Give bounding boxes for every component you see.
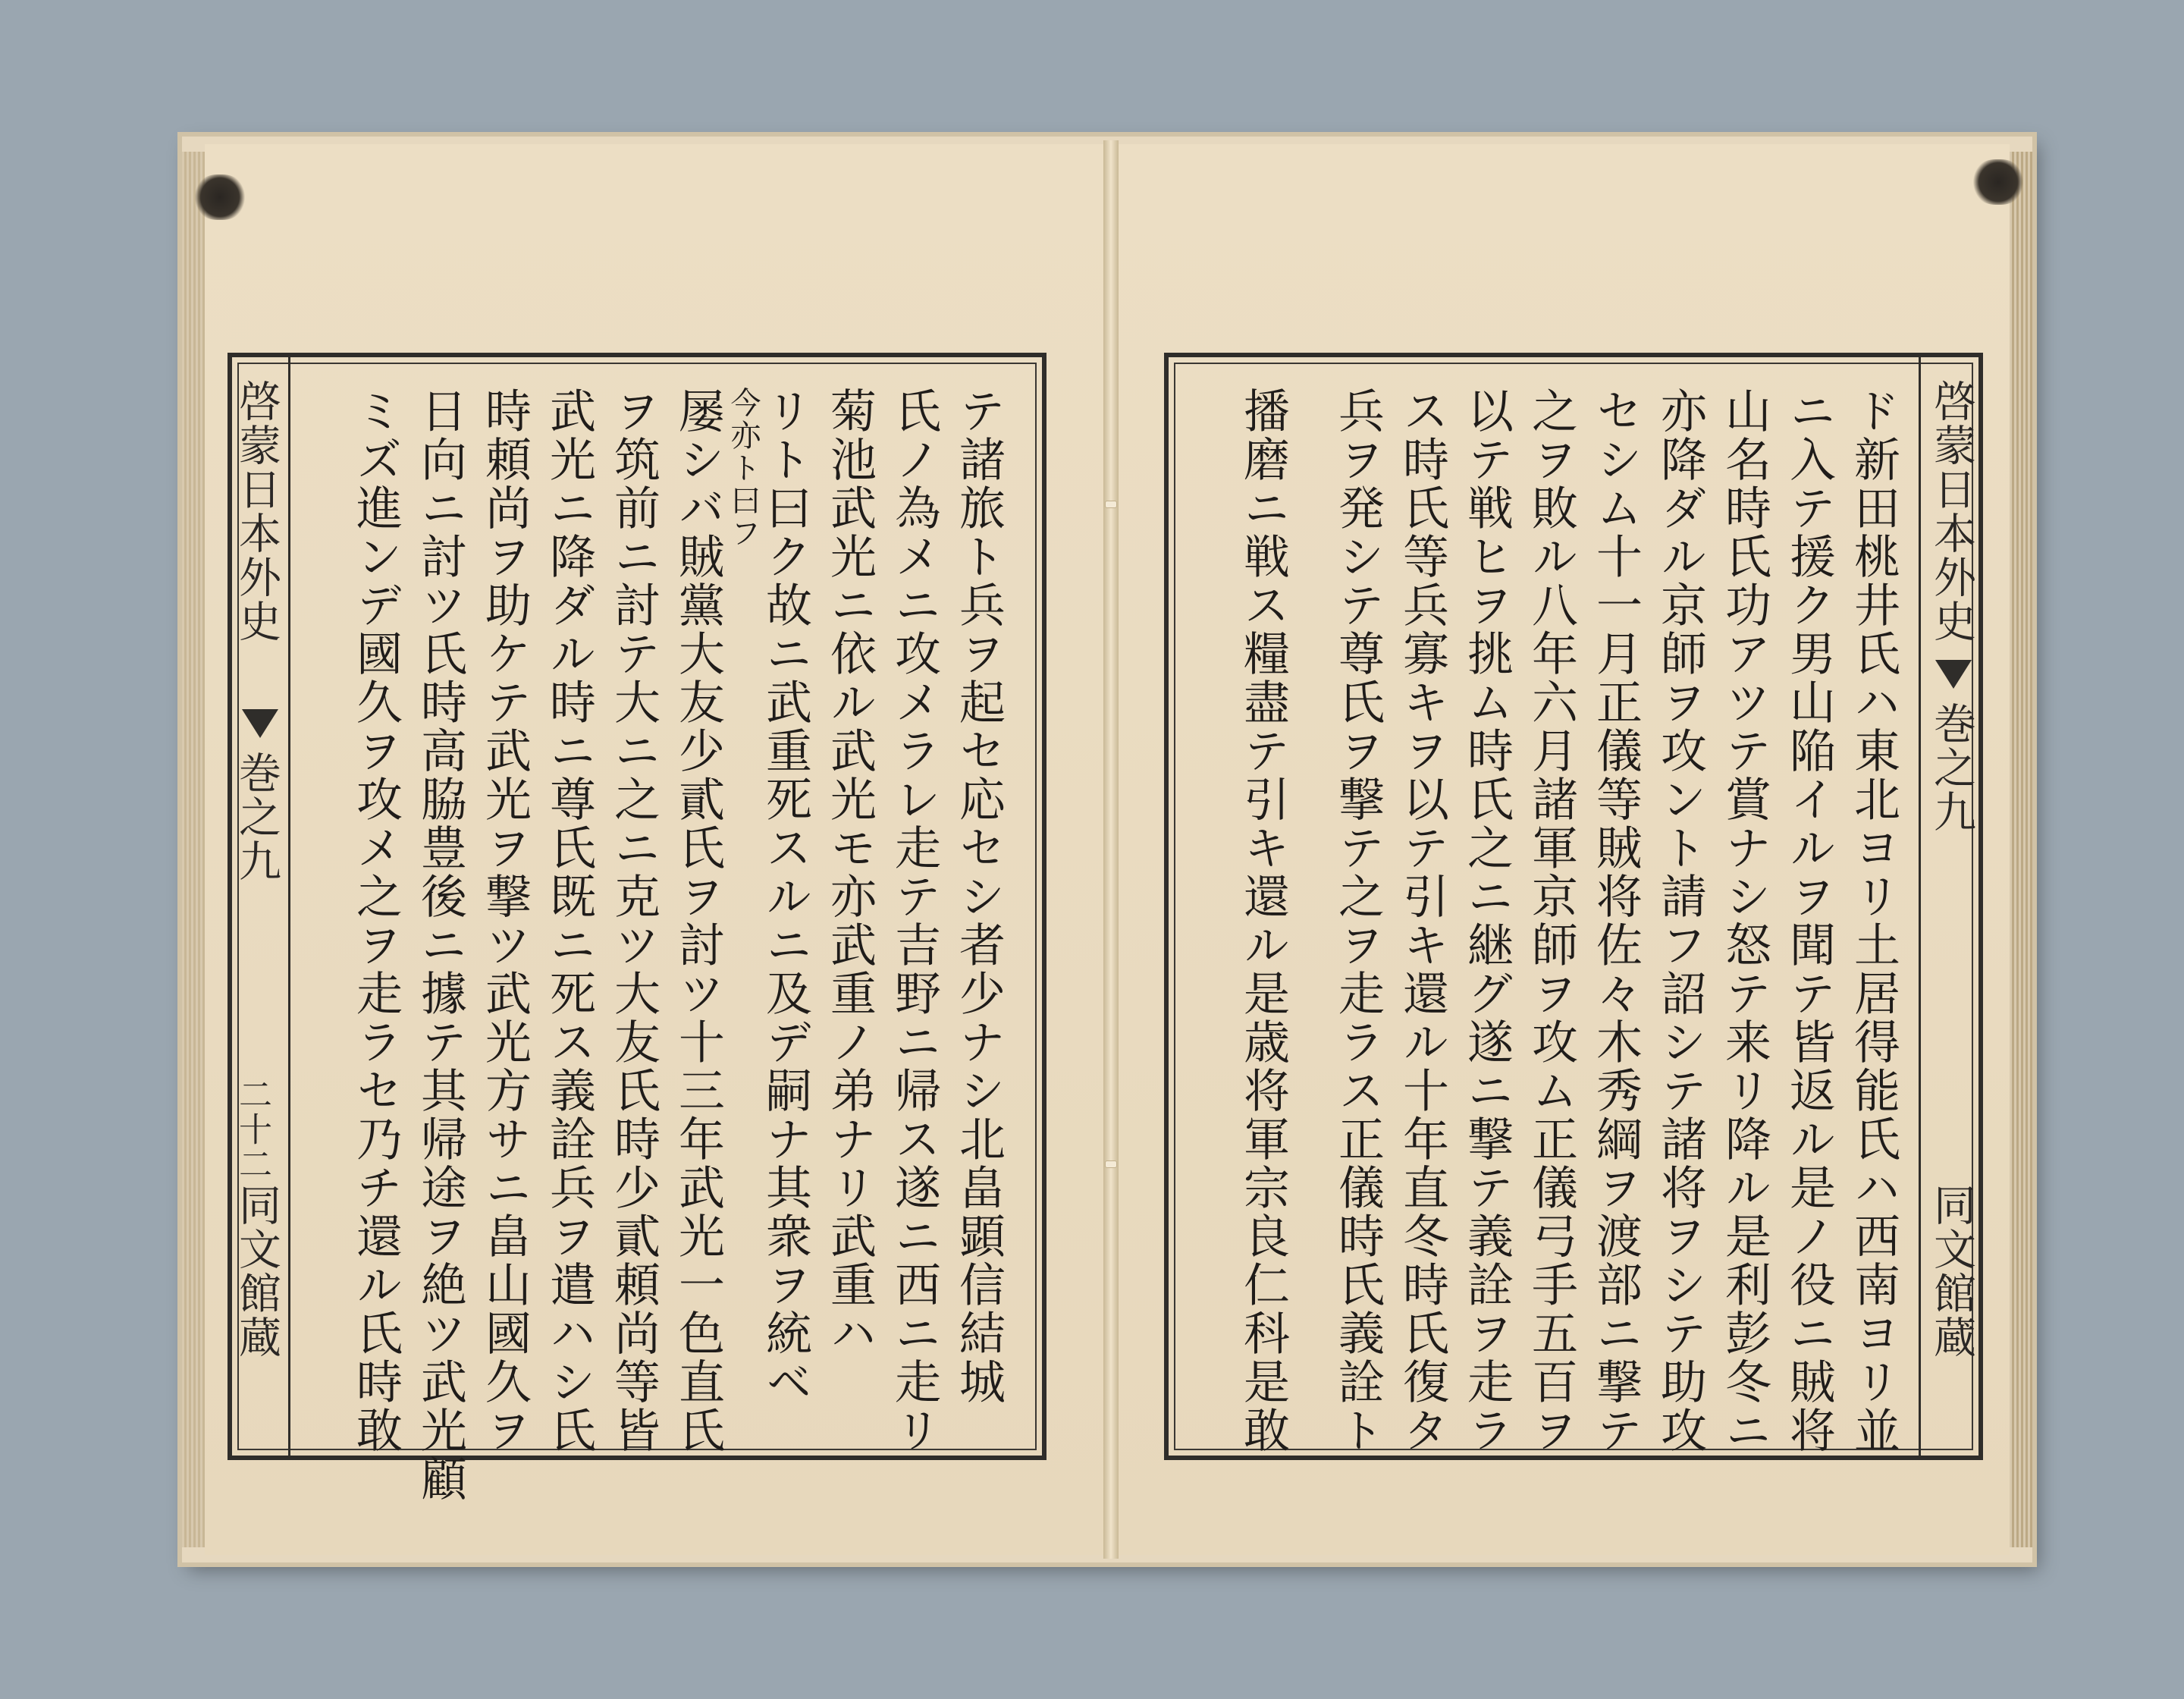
ink-stain-right <box>1972 159 2025 205</box>
text-column: 山名時氏功アツテ賞ナシ怒テ来リ降ル是利彭冬ニ <box>1718 387 1771 1455</box>
text-column: テ諸旅ト兵ヲ起セ応セシ者少ナシ北畠顕信結城 <box>952 387 1006 1406</box>
right-page-edges <box>2010 152 2032 1547</box>
left-page-edges <box>182 152 205 1547</box>
text-column: 菊池武光ニ依ル武光モ亦武重ノ弟ナリ武重ハ <box>823 387 877 1358</box>
text-column: 亦降ダル京師ヲ攻ント請フ詔シテ諸将ヲシテ助攻 <box>1653 387 1707 1455</box>
text-column: 播磨ニ戦ス糧盡テ引キ還ル是歳将軍宗良仁科是敢 <box>1236 387 1290 1455</box>
right-volume-label: 巻之九 <box>1927 702 1976 834</box>
text-column: 時頼尚ヲ助ケテ武光ヲ撃ツ武光方サニ畠山國久ヲ <box>478 387 532 1455</box>
right-margin-rule <box>1919 356 1921 1456</box>
text-column: ニ入テ援ク男山陥イルヲ聞テ皆返ル是ノ役ニ賊将 <box>1782 387 1836 1455</box>
book-gutter <box>1103 140 1119 1559</box>
ink-stain-left <box>193 174 246 220</box>
text-column: ヲ筑前ニ討テ大ニ之ニ克ツ大友氏時少貳頼尚等皆 <box>607 387 661 1455</box>
left-margin-title: 啓蒙日本外史 <box>232 379 281 643</box>
text-column: 兵ヲ発シテ尊氏ヲ撃テ之ヲ走ラス正儀時氏義詮ト <box>1331 387 1385 1455</box>
text-column: ス時氏等兵寡キヲ以テ引キ還ル十年直冬時氏復タ <box>1395 387 1449 1455</box>
fishtail-ornament-left <box>242 709 278 738</box>
text-column: 武光ニ降ダル時ニ尊氏既ニ死ス義詮兵ヲ遣ハシ氏 <box>542 387 596 1455</box>
text-column: 氏ノ為メニ攻メラレ走テ吉野ニ帰ス遂ニ西ニ走リ <box>887 387 941 1455</box>
text-column: ド新田桃井氏ハ東北ヨリ土居得能氏ハ西南ヨリ並 <box>1847 387 1900 1455</box>
text-column: ミズ進ンデ國久ヲ攻メ之ヲ走ラセ乃チ還ル氏時敢 <box>349 387 403 1455</box>
text-column: 今亦ト曰フ <box>726 387 761 550</box>
text-column: 日向ニ討ツ氏時高脇豊後ニ據テ其帰途ヲ絶ツ武光顧 <box>413 387 467 1503</box>
text-column: リト曰ク故ニ武重死スルニ及デ嗣ナ其衆ヲ統ベ <box>758 387 812 1406</box>
left-publisher: 同文館蔵 <box>232 1183 281 1359</box>
left-page-number: 二十二 <box>233 1077 271 1182</box>
binding-stitch-bottom <box>1105 1160 1117 1168</box>
text-column: 之ヲ敗ル八年六月諸軍京師ヲ攻ム正儀弓手五百ヲ <box>1524 387 1578 1455</box>
left-volume-label: 巻之九 <box>232 751 281 883</box>
left-margin-rule <box>288 356 290 1456</box>
binding-stitch-top <box>1105 501 1117 508</box>
text-column: 以テ戦ヒヲ挑ム時氏之ニ継グ遂ニ撃テ義詮ヲ走ラ <box>1460 387 1514 1455</box>
text-column: 屡シバ賊黨大友少貳氏ヲ討ツ十三年武光一色直氏 <box>671 387 725 1455</box>
right-margin-title: 啓蒙日本外史 <box>1927 379 1976 643</box>
right-publisher: 同文館蔵 <box>1927 1183 1976 1359</box>
fishtail-ornament-right <box>1935 660 1972 689</box>
text-column: セシム十一月正儀等賊将佐々木秀綱ヲ渡部ニ撃テ <box>1589 387 1643 1455</box>
